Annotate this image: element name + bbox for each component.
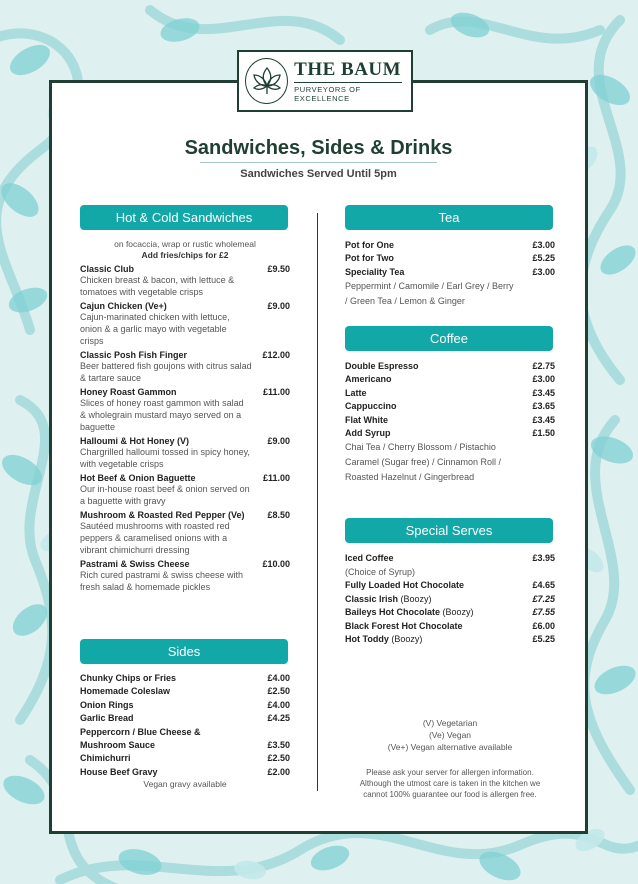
item-description: Our in-house roast beef & onion served on a baguette with gravy <box>80 484 250 506</box>
side-item <box>80 712 290 725</box>
item-name: Baileys Hot Chocolate <box>345 607 441 618</box>
item-name: House Beef Gravy <box>80 766 158 777</box>
sandwich-list <box>80 264 290 593</box>
item-price: £3.50 <box>267 740 290 751</box>
item-name: Peppercorn / Blue Cheese & Mushroom Sauce <box>80 726 201 751</box>
item-name: Hot Beef & Onion Baguette <box>80 473 196 483</box>
syrup-flavours: Chai Tea / Cherry Blossom / Pistachio Caramel (Sugar free) / Cinnamon Roll / Roasted Hazelnut / Gingerbread <box>345 442 502 483</box>
item-name: Americano <box>345 374 392 385</box>
tea-heading: Tea <box>345 205 553 230</box>
side-item <box>80 726 290 753</box>
coffee-item <box>345 373 555 386</box>
item-name: Pastrami & Swiss Cheese <box>80 559 190 569</box>
item-description: Chargrilled halloumi tossed in spicy honey, with vegetable crisps <box>80 447 250 469</box>
item-description: Slices of honey roast gammon with salad & wholegrain mustard mayo served on a baguette <box>80 398 244 432</box>
item-name: Homemade Coleslaw <box>80 686 171 697</box>
item-price: £7.55 <box>532 607 555 618</box>
item-price: £4.25 <box>267 713 290 724</box>
allergen-line: cannot 100% guarantee our food is allergen free. <box>363 790 537 799</box>
item-name: Iced Coffee <box>345 553 394 563</box>
item-price: £7.25 <box>532 593 555 604</box>
allergen-line: Please ask your server for allergen information. <box>366 768 534 777</box>
item-name: Cappuccino <box>345 401 397 412</box>
item-tag: (Boozy) <box>398 593 432 604</box>
tea-varieties: Peppermint / Camomile / Earl Grey / Berry / Green Tea / Lemon & Ginger <box>345 281 514 307</box>
column-divider <box>317 213 318 791</box>
item-description: Chicken breast & bacon, with lettuce & tomatoes with vegetable crisps <box>80 275 235 297</box>
brand-logo <box>237 50 413 112</box>
sandwiches-heading: Hot & Cold Sandwiches <box>80 205 288 230</box>
sandwiches-note: on focaccia, wrap or rustic wholemeal <box>114 239 256 249</box>
side-item <box>80 752 290 765</box>
menu-item <box>80 510 290 556</box>
item-name: Double Espresso <box>345 361 419 371</box>
item-name: Speciality Tea <box>345 266 405 277</box>
page-title: Sandwiches, Sides & Drinks <box>184 137 453 159</box>
item-price: £12.00 <box>262 350 290 360</box>
item-description: Cajun-marinated chicken with lettuce, onion & a garlic mayo with vegetable crisps <box>80 312 230 346</box>
special-serves-heading: Special Serves <box>345 518 553 543</box>
brand-name: THE BAUM <box>294 58 402 80</box>
item-price: £3.00 <box>532 374 555 385</box>
tea-item <box>345 266 555 279</box>
item-price: £2.75 <box>532 361 555 371</box>
sandwiches-section <box>80 205 290 593</box>
sides-section <box>80 639 290 790</box>
item-name: Latte <box>345 387 367 398</box>
menu-item <box>80 387 290 433</box>
item-name: Classic Posh Fish Finger <box>80 350 188 360</box>
coffee-item <box>345 387 555 400</box>
item-description: Rich cured pastrami & swiss cheese with fresh salad & homemade pickles <box>80 570 244 592</box>
item-name: Pot for Two <box>345 253 394 264</box>
dietary-key <box>345 717 555 753</box>
leaf-emblem-icon <box>245 58 288 104</box>
item-price: £2.50 <box>267 753 290 764</box>
item-name: Fully Loaded Hot Chocolate <box>345 580 465 591</box>
item-price: £11.00 <box>262 387 290 397</box>
item-price: £10.00 <box>262 559 290 569</box>
special-item <box>345 620 555 633</box>
item-name: Hot Toddy <box>345 634 389 645</box>
item-name: Black Forest Hot Chocolate <box>345 620 463 631</box>
coffee-item <box>345 400 555 413</box>
item-price: £1.50 <box>532 428 555 439</box>
item-name: Honey Roast Gammon <box>80 387 177 397</box>
item-price: £3.45 <box>532 387 555 398</box>
item-price: £3.00 <box>532 240 555 250</box>
item-name: Chunky Chips or Fries <box>80 673 177 683</box>
brand-tagline: PURVEYORS OF EXCELLENCE <box>294 84 361 103</box>
side-item <box>80 672 290 685</box>
item-price: £9.00 <box>267 436 290 446</box>
special-item <box>345 606 555 619</box>
coffee-section <box>345 326 555 485</box>
item-price: £8.50 <box>267 510 290 520</box>
allergen-notice <box>335 767 565 800</box>
tea-item <box>345 239 555 252</box>
item-name: Garlic Bread <box>80 713 134 724</box>
item-price: £6.00 <box>532 620 555 631</box>
coffee-item <box>345 414 555 427</box>
vegan-gravy-note: Vegan gravy available <box>143 779 227 790</box>
item-price: £9.00 <box>267 301 290 311</box>
special-item <box>345 633 555 646</box>
item-price: £2.00 <box>267 766 290 777</box>
item-name: Mushroom & Roasted Red Pepper (Ve) <box>80 510 245 520</box>
special-item <box>345 593 555 606</box>
side-item <box>80 685 290 698</box>
key-vegan: (Ve) Vegan <box>428 730 472 740</box>
key-vegan-alternative: (Ve+) Vegan alternative available <box>387 742 513 752</box>
sides-heading: Sides <box>80 639 288 664</box>
item-price: £11.00 <box>262 473 290 483</box>
item-price: £5.25 <box>532 253 555 264</box>
title-underline <box>200 162 437 163</box>
item-description: Sautéed mushrooms with roasted red peppers & caramelised onions with a vibrant chimichurri dressing <box>80 521 230 555</box>
menu-panel <box>49 80 588 834</box>
menu-item <box>80 436 290 470</box>
coffee-item <box>345 427 555 440</box>
coffee-item <box>345 360 555 373</box>
item-name: Onion Rings <box>80 699 134 710</box>
item-name: Cajun Chicken (Ve+) <box>80 301 167 311</box>
item-name: Classic Club <box>80 264 135 274</box>
item-price: £3.65 <box>532 401 555 412</box>
tea-section <box>345 205 555 309</box>
iced-coffee-note: (Choice of Syrup) <box>345 567 416 578</box>
item-price: £4.00 <box>267 673 290 683</box>
item-price: £3.00 <box>532 266 555 277</box>
special-serves-section <box>345 518 555 646</box>
item-name: Classic Irish <box>345 593 399 604</box>
allergen-line: Although the utmost care is taken in the kitchen we <box>359 779 541 788</box>
menu-item <box>80 350 290 384</box>
item-name: Pot for One <box>345 240 394 250</box>
sandwiches-fries-note: Add fries/chips for £2 <box>141 250 229 260</box>
item-name: Halloumi & Hot Honey (V) <box>80 436 190 446</box>
item-price: £4.00 <box>267 699 290 710</box>
item-price: £2.50 <box>267 686 290 697</box>
item-price: £4.65 <box>532 580 555 591</box>
item-name: Add Syrup <box>345 428 391 439</box>
item-price: £9.50 <box>267 264 290 274</box>
page-subtitle: Sandwiches Served Until 5pm <box>240 168 397 180</box>
special-item <box>345 579 555 592</box>
special-item <box>345 552 555 565</box>
item-name: Flat White <box>345 414 388 425</box>
menu-item <box>80 473 290 507</box>
item-price: £5.25 <box>532 634 555 645</box>
menu-item <box>80 264 290 298</box>
item-price: £3.95 <box>532 553 555 563</box>
item-description: Beer battered fish goujons with citrus salad & tartare sauce <box>80 361 252 383</box>
coffee-heading: Coffee <box>345 326 553 351</box>
side-item <box>80 766 290 779</box>
item-name: Chimichurri <box>80 753 131 764</box>
side-item <box>80 699 290 712</box>
menu-item <box>80 301 290 347</box>
tea-item <box>345 252 555 265</box>
item-tag: (Boozy) <box>440 607 474 618</box>
menu-item <box>80 559 290 593</box>
item-price: £3.45 <box>532 414 555 425</box>
key-vegetarian: (V) Vegetarian <box>422 718 478 728</box>
item-tag: (Boozy) <box>388 634 423 645</box>
